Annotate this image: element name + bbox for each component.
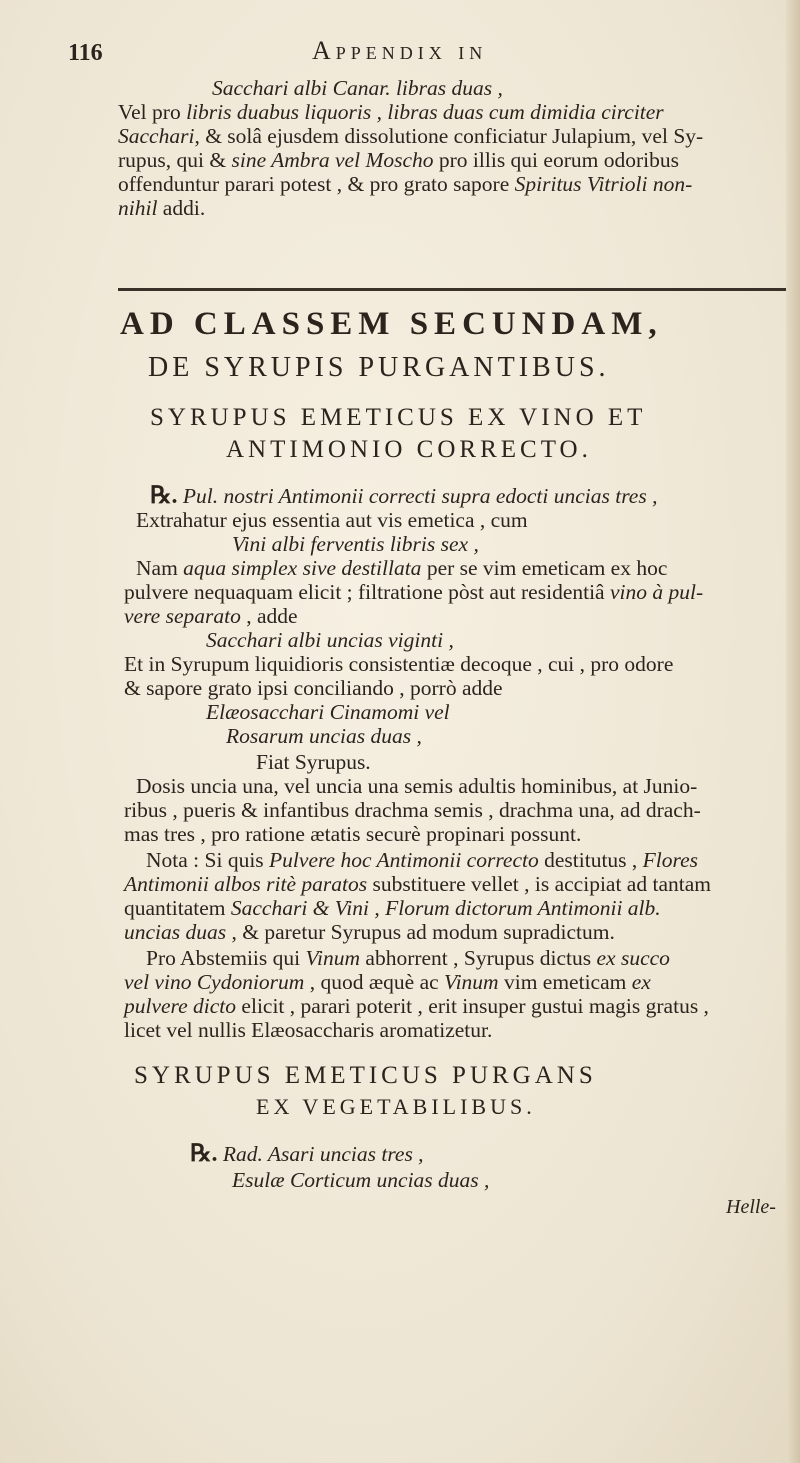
text-line: offenduntur parari potest , & pro grato sapore Spiritus Vitrioli non-	[118, 172, 693, 196]
recipe-title: SYRUPUS EMETICUS EX VINO ET	[150, 404, 647, 431]
recipe-line: Sacchari albi uncias viginti ,	[206, 628, 454, 652]
recipe-line: Antimonii albos ritè paratos substituere vellet , is accipiat ad tantam	[124, 872, 711, 896]
recipe-line: Extrahatur ejus essentia aut vis emetica , cum	[136, 508, 528, 532]
recipe-line: pulvere dicto elicit , parari poterit , erit insuper gustui magis gratus ,	[124, 994, 709, 1018]
recipe-line: ℞. Pul. nostri Antimonii correcti supra edocti uncias tres ,	[150, 483, 658, 509]
recipe-line: vel vino Cydoniorum , quod æquè ac Vinum vim emeticam ex	[124, 970, 651, 994]
recipe-line: & sapore grato ipsi conciliando , porrò adde	[124, 676, 503, 700]
running-head: Appendix in	[312, 36, 488, 65]
text-line: Sacchari, & solâ ejusdem dissolutione conficiatur Julapium, vel Sy-	[118, 124, 704, 148]
recipe-title: SYRUPUS EMETICUS PURGANS	[134, 1062, 597, 1089]
section-title: AD CLASSEM SECUNDAM,	[120, 306, 663, 342]
text-line: rupus, qui & sine Ambra vel Moscho pro illis qui eorum odoribus	[118, 148, 679, 172]
recipe-line: Dosis uncia una, vel uncia una semis adultis hominibus, at Junio-	[136, 774, 698, 798]
recipe-line: mas tres , pro ratione ætatis securè propinari possunt.	[124, 822, 582, 846]
recipe-title: ANTIMONIO CORRECTO.	[226, 436, 592, 463]
recipe-line: ℞. Rad. Asari uncias tres ,	[190, 1141, 424, 1167]
recipe-line: Vini albi ferventis libris sex ,	[232, 532, 479, 556]
recipe-line: Elæosacchari Cinamomi vel	[206, 700, 450, 724]
recipe-symbol: ℞.	[150, 483, 178, 509]
section-subtitle: DE SYRUPIS PURGANTIBUS.	[148, 352, 610, 383]
recipe-line: Rosarum uncias duas ,	[226, 724, 422, 748]
recipe-line: Pro Abstemiis qui Vinum abhorrent , Syrupus dictus ex succo	[146, 946, 670, 970]
recipe-line: quantitatem Sacchari & Vini , Florum dictorum Antimonii alb.	[124, 896, 661, 920]
divider-rule	[118, 288, 786, 291]
recipe-line: Et in Syrupum liquidioris consistentiæ decoque , cui , pro odore	[124, 652, 674, 676]
recipe-line: licet vel nullis Elæosaccharis aromatizetur.	[124, 1018, 493, 1042]
recipe-line: vere separato , adde	[124, 604, 298, 628]
text-line: nihil addi.	[118, 196, 206, 220]
page-number: 116	[68, 40, 103, 66]
recipe-title: EX VEGETABILIBUS.	[256, 1094, 536, 1119]
text-line: Sacchari albi Canar. libras duas ,	[212, 76, 503, 100]
recipe-line: Fiat Syrupus.	[256, 750, 371, 774]
recipe-line: pulvere nequaquam elicit ; filtratione pòst aut residentiâ vino à pul-	[124, 580, 704, 604]
recipe-line: uncias duas , & paretur Syrupus ad modum supradictum.	[124, 920, 615, 944]
text-line: Vel pro libris duabus liquoris , libras duas cum dimidia circiter	[118, 100, 664, 124]
catchword: Helle-	[726, 1196, 776, 1218]
recipe-line: Nam aqua simplex sive destillata per se vim emeticam ex hoc	[136, 556, 668, 580]
recipe-line: Esulæ Corticum uncias duas ,	[232, 1168, 490, 1192]
recipe-line: Nota : Si quis Pulvere hoc Antimonii correcto destitutus , Flores	[146, 848, 698, 872]
recipe-symbol: ℞.	[190, 1141, 218, 1167]
page-edge	[786, 0, 800, 1463]
recipe-line: ribus , pueris & infantibus drachma semis , drachma una, ad drach-	[124, 798, 701, 822]
